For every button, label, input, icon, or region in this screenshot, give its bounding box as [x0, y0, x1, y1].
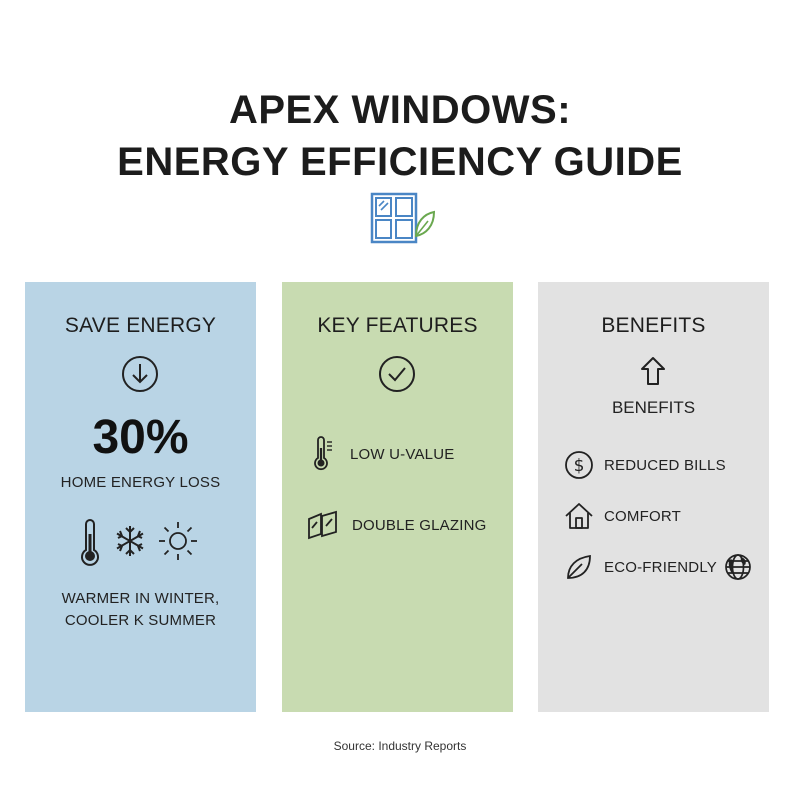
svg-text:$: $ [573, 456, 585, 476]
key-features-title: KEY FEATURES [317, 314, 478, 337]
snowflake-icon [113, 524, 147, 558]
window-with-leaf-icon [368, 192, 438, 246]
season-caption-line-2: COOLER K SUMMER [64, 612, 217, 629]
energy-loss-label: HOME ENERGY LOSS [60, 474, 221, 491]
title-line-2: ENERGY EFFICIENCY GUIDE [117, 140, 683, 184]
thermometer-icon [77, 518, 103, 566]
season-caption-line-1: WARMER IN WINTER, [61, 590, 220, 607]
house-icon [564, 501, 594, 531]
key-features-panel [282, 282, 513, 712]
title-line-1: APEX WINDOWS: [228, 88, 572, 132]
source-note: Source: Industry Reports [333, 739, 467, 753]
benefits-panel [538, 282, 769, 712]
checkmark-circle-icon [377, 354, 417, 394]
save-energy-panel [25, 282, 256, 712]
save-energy-title: SAVE ENERGY [64, 314, 217, 337]
feature-item-double-glazing [306, 510, 487, 540]
leaf-icon [564, 552, 594, 582]
benefit-item-eco-friendly [564, 552, 753, 582]
page-title [0, 84, 800, 188]
double-pane-icon [306, 510, 340, 540]
arrow-down-circle-icon [120, 354, 160, 394]
benefit-label: REDUCED BILLS [604, 456, 726, 474]
feature-item-low-u-value [312, 436, 454, 472]
thermometer-icon [312, 436, 334, 472]
benefits-subtitle: BENEFITS [611, 398, 696, 417]
sun-icon [157, 520, 199, 562]
globe-icon [723, 552, 753, 582]
season-caption [25, 588, 256, 632]
feature-label: DOUBLE GLAZING [352, 516, 487, 534]
benefit-label: COMFORT [604, 507, 681, 525]
energy-loss-stat: 30% [92, 411, 189, 464]
feature-label: LOW U-VALUE [350, 445, 455, 463]
benefit-item-comfort [564, 501, 681, 531]
benefit-item-reduced-bills [564, 450, 726, 480]
arrow-up-icon [640, 356, 666, 386]
benefits-title: BENEFITS [601, 314, 706, 337]
dollar-circle-icon [564, 450, 594, 480]
benefit-label: ECO-FRIENDLY [604, 558, 717, 576]
